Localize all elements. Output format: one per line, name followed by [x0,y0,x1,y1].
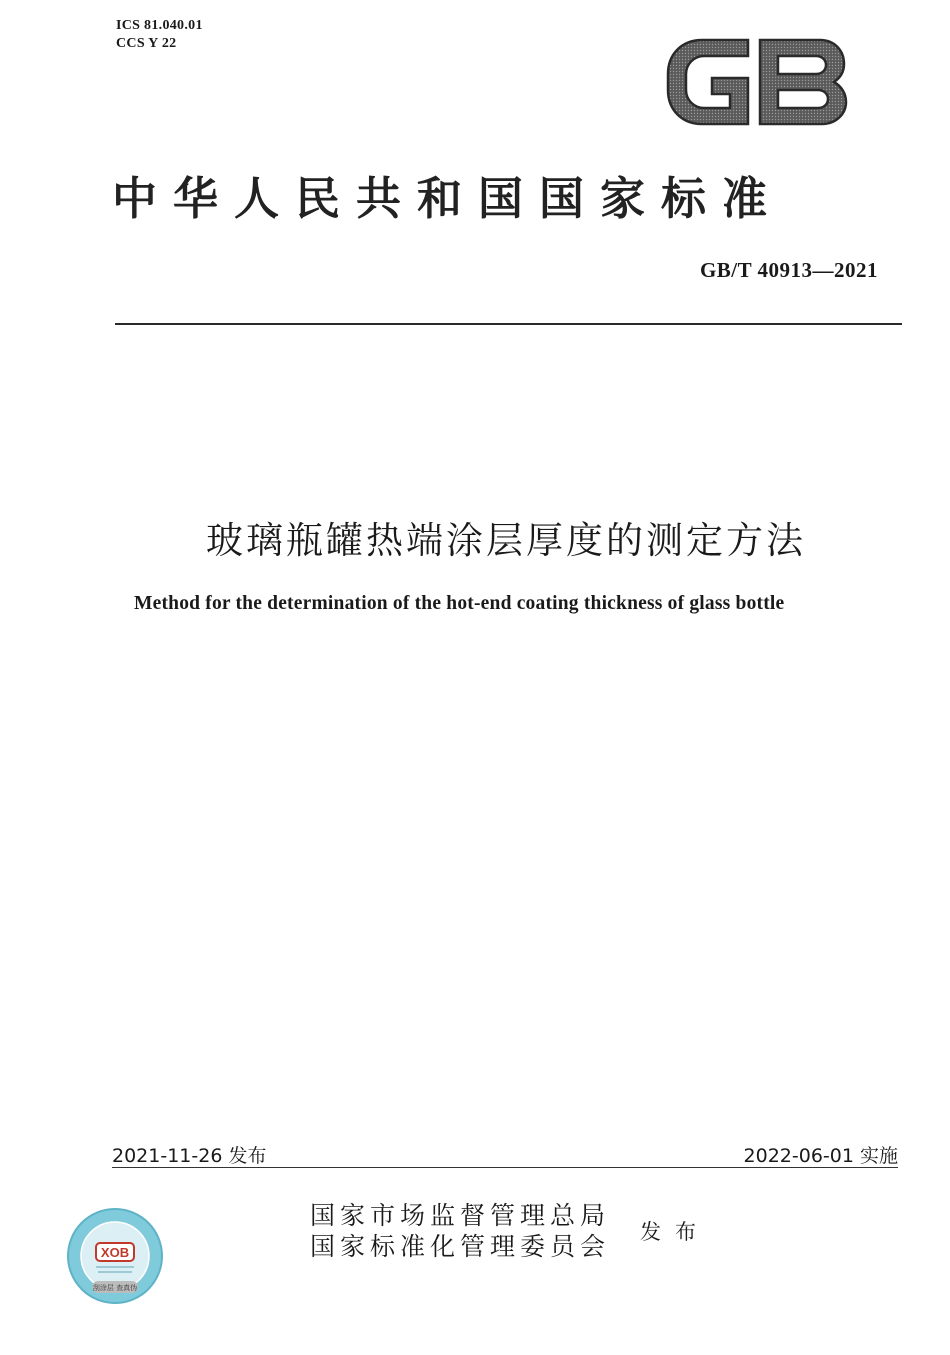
classification-codes [116,17,203,53]
header-divider [115,323,902,325]
ics-code: ICS 81.040.01 [116,18,203,33]
gb-logo [660,34,850,130]
footer-divider [112,1167,898,1168]
issuing-authorities [310,1200,610,1262]
seal-center-text: XOB [100,1245,130,1260]
document-title-chinese: 玻璃瓶罐热端涂层厚度的测定方法 [206,519,806,562]
issuer-sac: 国家标准化管理委员会 [310,1232,611,1261]
document-title-english: Method for the determination of the hot-end coating thickness of glass bottle [134,593,785,614]
national-standard-title: 中华人民共和国国家标准 [112,172,784,225]
standard-number: GB/T 40913—2021 [699,258,878,282]
ccs-code: CCS Y 22 [116,36,177,51]
seal-bottom-text: 刮涂层 查真伪 [92,1284,138,1292]
publish-date: 2021-11-26 发布 [112,1145,267,1167]
effective-date: 2022-06-01 实施 [743,1145,898,1167]
issuer-samr: 国家市场监督管理总局 [310,1201,611,1230]
release-label: 发布 [640,1220,710,1244]
anti-counterfeit-seal [66,1207,164,1305]
